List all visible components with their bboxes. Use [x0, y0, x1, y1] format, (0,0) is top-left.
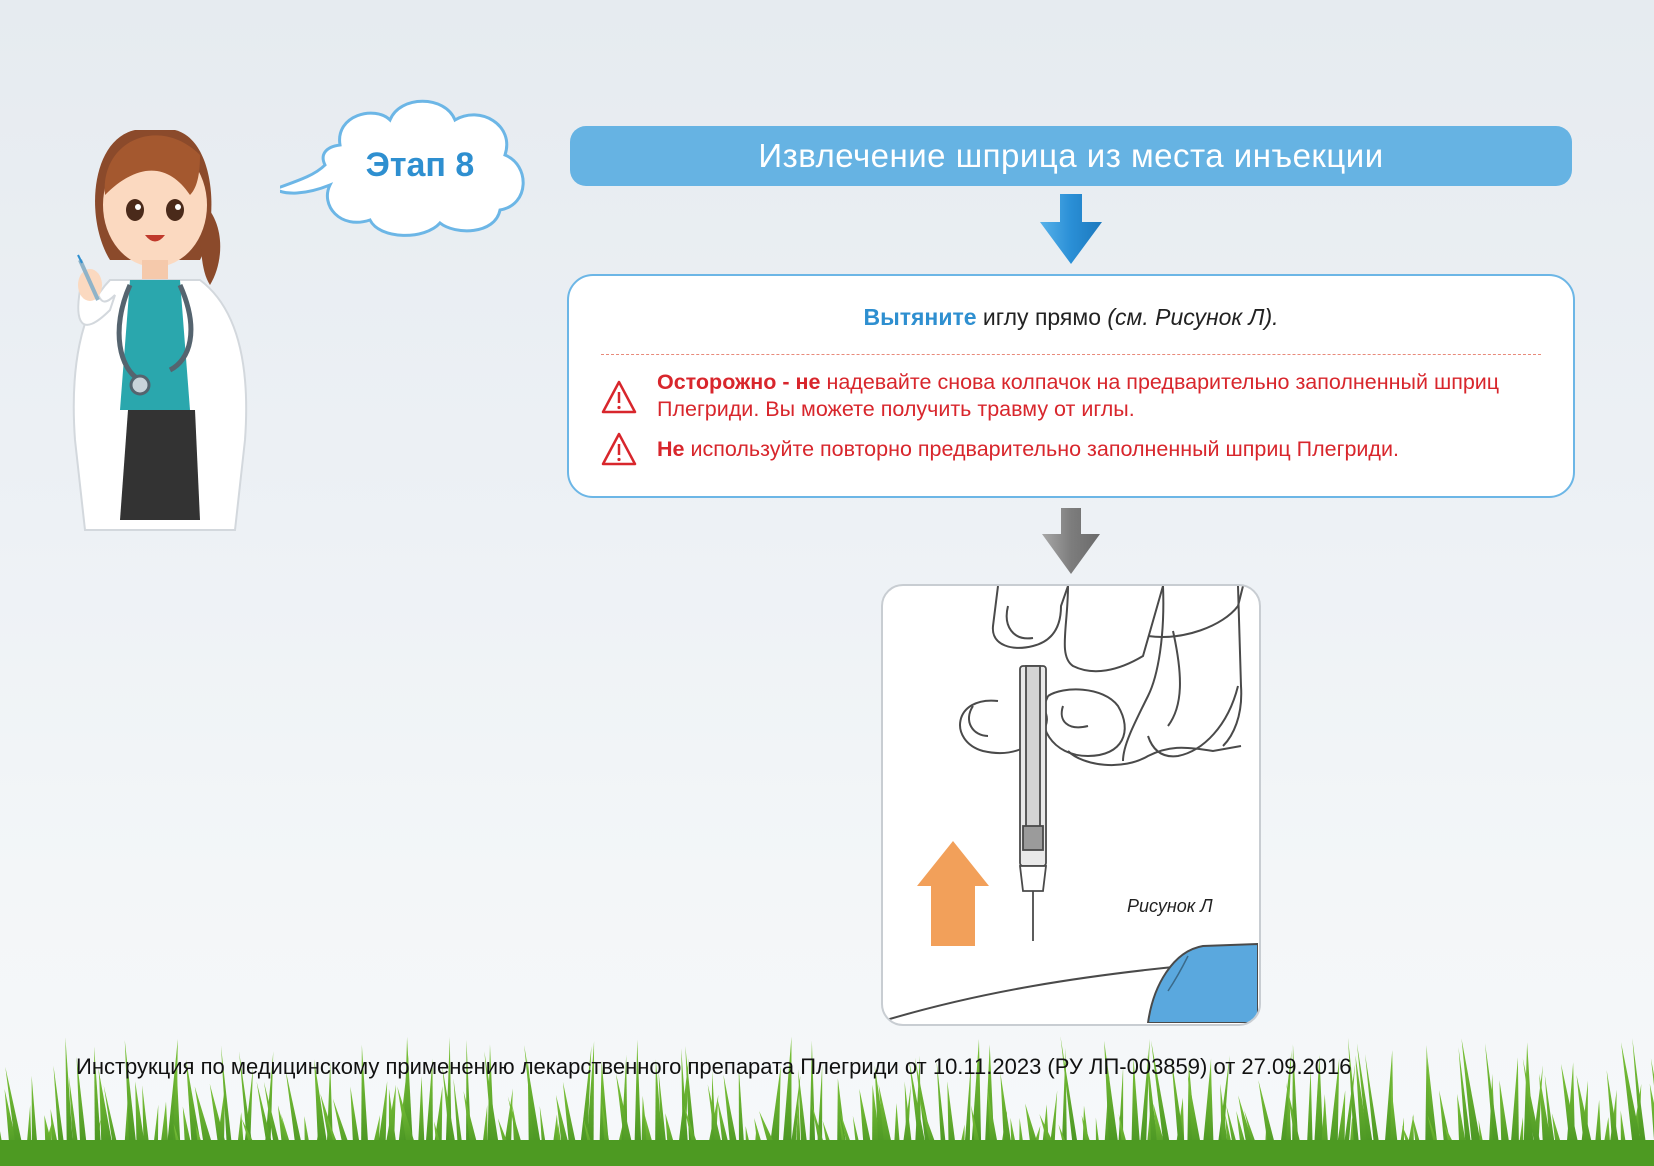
- instruction-box: [567, 274, 1575, 498]
- instruction-action-rest: иглу прямо: [982, 304, 1101, 330]
- warning-1-text: надевайте снова колпачок на предварительно заполненный шприц Плегриди. Вы можете получить травму от иглы.: [657, 370, 1500, 421]
- footer-note: Инструкция по медицинскому применению лекарственного препарата Плегриди от 10.11.2023 (РУ ЛП-003859) от 27.09.2016: [76, 1054, 1352, 1079]
- warning-triangle-icon: [601, 432, 637, 466]
- instruction-figure-ref: (см. Рисунок Л).: [1107, 304, 1279, 330]
- figure-caption: Рисунок Л: [1127, 896, 1213, 916]
- instruction-text: [569, 304, 1573, 331]
- warning-1-bold: Осторожно - не: [657, 370, 821, 394]
- warning-2: [657, 436, 1557, 463]
- grass-decoration: [0, 1030, 1654, 1166]
- warning-1: [657, 369, 1557, 423]
- down-arrow-icon: [1042, 508, 1100, 574]
- section-title: Извлечение шприца из места инъекции: [570, 126, 1572, 186]
- figure-box: [881, 584, 1261, 1026]
- dashed-divider: [601, 354, 1541, 355]
- warning-triangle-icon: [601, 380, 637, 414]
- down-arrow-icon: [1040, 194, 1102, 264]
- syringe-figure: [883, 586, 1258, 1023]
- up-arrow-icon: [917, 841, 989, 946]
- warning-2-text: используйте повторно предварительно заполненный шприц Плегриди.: [690, 437, 1399, 461]
- warning-2-bold: Не: [657, 437, 685, 461]
- instruction-action-bold: Вытяните: [863, 304, 977, 330]
- step-label: Этап 8: [365, 146, 475, 184]
